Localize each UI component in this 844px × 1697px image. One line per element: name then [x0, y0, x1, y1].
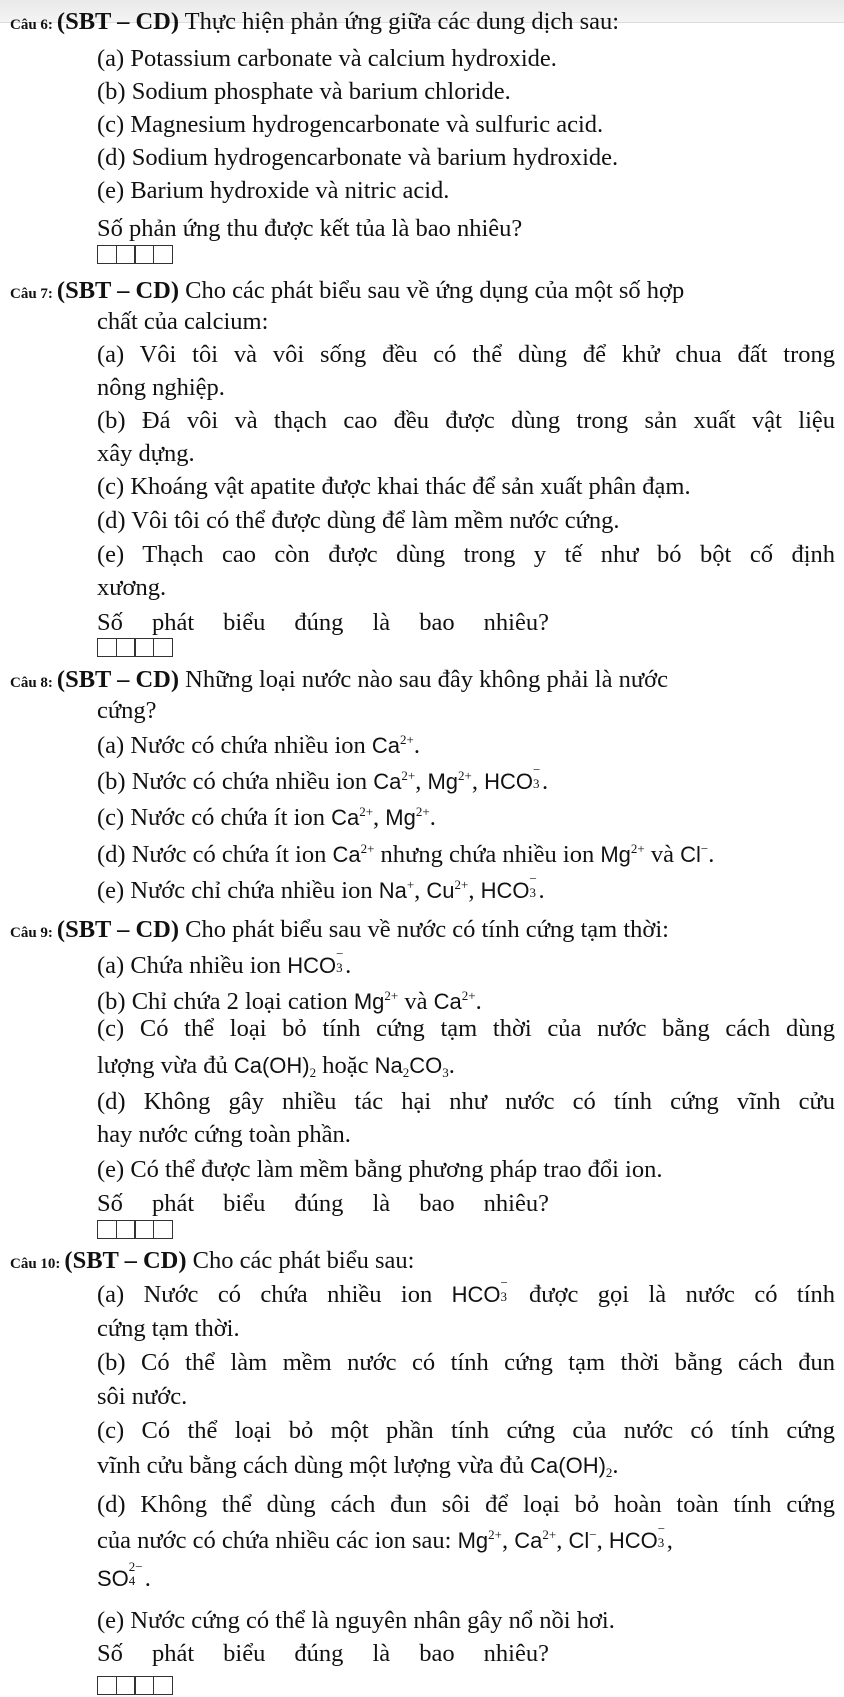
- question-7-header: Câu 7: (SBT – CD) Cho các phát biểu sau về ứng dụng của một số hợp: [10, 277, 685, 304]
- q10-option-d-cont2: SO 2− 4 .: [97, 1559, 151, 1592]
- q6-prompt: Số phản ứng thu được kết tủa là bao nhiêu?: [97, 215, 523, 242]
- question-number: Câu 7:: [10, 286, 53, 302]
- question-number: Câu 6:: [10, 17, 53, 33]
- q7-option-e: (e) Thạch cao còn được dùng trong y tế như bó bột cố định: [97, 541, 835, 568]
- q9-option-b: (b) Chỉ chứa 2 loại cation $Mg^{2+}$ và $Ca^{2+}$.: [97, 988, 482, 1015]
- q6-option-b: (b) Sodium phosphate và barium chloride.: [97, 78, 511, 105]
- q7-option-a-cont: nông nghiệp.: [97, 374, 225, 401]
- question-8-header: Câu 8: (SBT – CD) Những loại nước nào sau đây không phải là nước: [10, 666, 668, 693]
- q6-option-e: (e) Barium hydroxide và nitric acid.: [97, 177, 450, 204]
- q10-prompt: Số phát biểu đúng là bao nhiêu?: [97, 1640, 549, 1667]
- source-tag: (SBT – CD): [56, 277, 179, 304]
- q7-option-b: (b) Đá vôi và thạch cao đều được dùng trong sản xuất vật liệu: [97, 407, 835, 434]
- q9-option-d: (d) Không gây nhiều tác hại như nước có tính cứng vĩnh cửu: [97, 1088, 835, 1115]
- q9-prompt: Số phát biểu đúng là bao nhiêu?: [97, 1190, 549, 1217]
- question-10-header: Câu 10: (SBT – CD) Cho các phát biểu sau:: [10, 1247, 415, 1274]
- q10-option-e: (e) Nước cứng có thể là nguyên nhân gây nổ nồi hơi.: [97, 1607, 615, 1634]
- q7-option-d: (d) Vôi tôi có thể được dùng để làm mềm nước cứng.: [97, 507, 620, 534]
- q9-option-d-cont: hay nước cứng toàn phần.: [97, 1121, 351, 1148]
- q7-stem-cont: chất của calcium:: [97, 308, 269, 335]
- q7-option-c: (c) Khoáng vật apatite được khai thác để sản xuất phân đạm.: [97, 473, 691, 500]
- q7-option-b-cont: xây dựng.: [97, 440, 195, 467]
- q8-option-b: (b) Nước có chứa nhiều ion $Ca^{2+}$, $Mg^{2+}$, HCO − 3 .: [97, 762, 549, 795]
- q10-option-a: (a) Nước có chứa nhiều ion HCO − 3 được gọi là nước có tính: [97, 1275, 835, 1308]
- q10-option-d-cont: của nước có chứa nhiều các ion sau: $Mg^{2+}$, $Ca^{2+}$, Cl−, HCO − 3 ,: [97, 1521, 673, 1554]
- q7-option-e-cont: xương.: [97, 574, 167, 601]
- q7-prompt: Số phát biểu đúng là bao nhiêu?: [97, 609, 549, 636]
- question-number: Câu 10:: [10, 1256, 61, 1272]
- q10-option-b: (b) Có thể làm mềm nước có tính cứng tạm thời bằng cách đun: [97, 1349, 835, 1376]
- source-tag: (SBT – CD): [56, 666, 179, 693]
- q6-option-d: (d) Sodium hydrogencarbonate và barium hydroxide.: [97, 144, 619, 171]
- q7-answer-boxes[interactable]: [97, 638, 185, 658]
- q8-stem-cont: cứng?: [97, 697, 157, 724]
- q10-option-a-cont: cứng tạm thời.: [97, 1315, 240, 1342]
- q6-answer-boxes[interactable]: [97, 245, 185, 265]
- question-number: Câu 9:: [10, 925, 53, 941]
- q10-option-c-cont: vĩnh cửu bằng cách dùng một lượng vừa đủ $Ca(OH)_2$.: [97, 1452, 619, 1480]
- q8-option-e: (e) Nước chỉ chứa nhiều ion Na+, $Cu^{2+}$, HCO − 3 .: [97, 871, 545, 904]
- source-tag: (SBT – CD): [56, 8, 179, 35]
- q8-option-c: (c) Nước có chứa ít ion $Ca^{2+}$, $Mg^{2+}$.: [97, 804, 436, 831]
- q10-option-b-cont: sôi nước.: [97, 1383, 188, 1410]
- q8-option-a: (a) Nước có chứa nhiều ion $Ca^{2+}$.: [97, 732, 420, 759]
- q9-answer-boxes[interactable]: [97, 1220, 185, 1240]
- source-tag: (SBT – CD): [64, 1247, 187, 1274]
- question-number: Câu 8:: [10, 675, 53, 691]
- q8-option-d: (d) Nước có chứa ít ion $Ca^{2+}$ nhưng chứa nhiều ion $Mg^{2+}$ và Cl−.: [97, 841, 715, 868]
- q10-option-d: (d) Không thể dùng cách đun sôi để loại bỏ hoàn toàn tính cứng: [97, 1491, 835, 1518]
- q7-option-a: (a) Vôi tôi và vôi sống đều có thể dùng để khử chua đất trong: [97, 341, 835, 368]
- q10-option-c: (c) Có thể loại bỏ một phần tính cứng của nước có tính cứng: [97, 1417, 835, 1444]
- q10-answer-boxes[interactable]: [97, 1676, 185, 1696]
- question-9-header: Câu 9: (SBT – CD) Cho phát biểu sau về nước có tính cứng tạm thời:: [10, 916, 669, 943]
- q9-option-a: (a) Chứa nhiều ion HCO − 3 .: [97, 946, 352, 979]
- q6-option-c: (c) Magnesium hydrogencarbonate và sulfuric acid.: [97, 111, 604, 138]
- source-tag: (SBT – CD): [56, 916, 179, 943]
- q9-option-c-cont: lượng vừa đủ $Ca(OH)_2$ hoặc $Na_2CO_3$.: [97, 1052, 455, 1080]
- q9-option-c: (c) Có thể loại bỏ tính cứng tạm thời của nước bằng cách dùng: [97, 1015, 835, 1042]
- question-6-header: Câu 6: (SBT – CD) Thực hiện phản ứng giữa các dung dịch sau:: [10, 8, 620, 35]
- q6-option-a: (a) Potassium carbonate và calcium hydroxide.: [97, 45, 557, 72]
- q9-option-e: (e) Có thể được làm mềm bằng phương pháp trao đổi ion.: [97, 1156, 663, 1183]
